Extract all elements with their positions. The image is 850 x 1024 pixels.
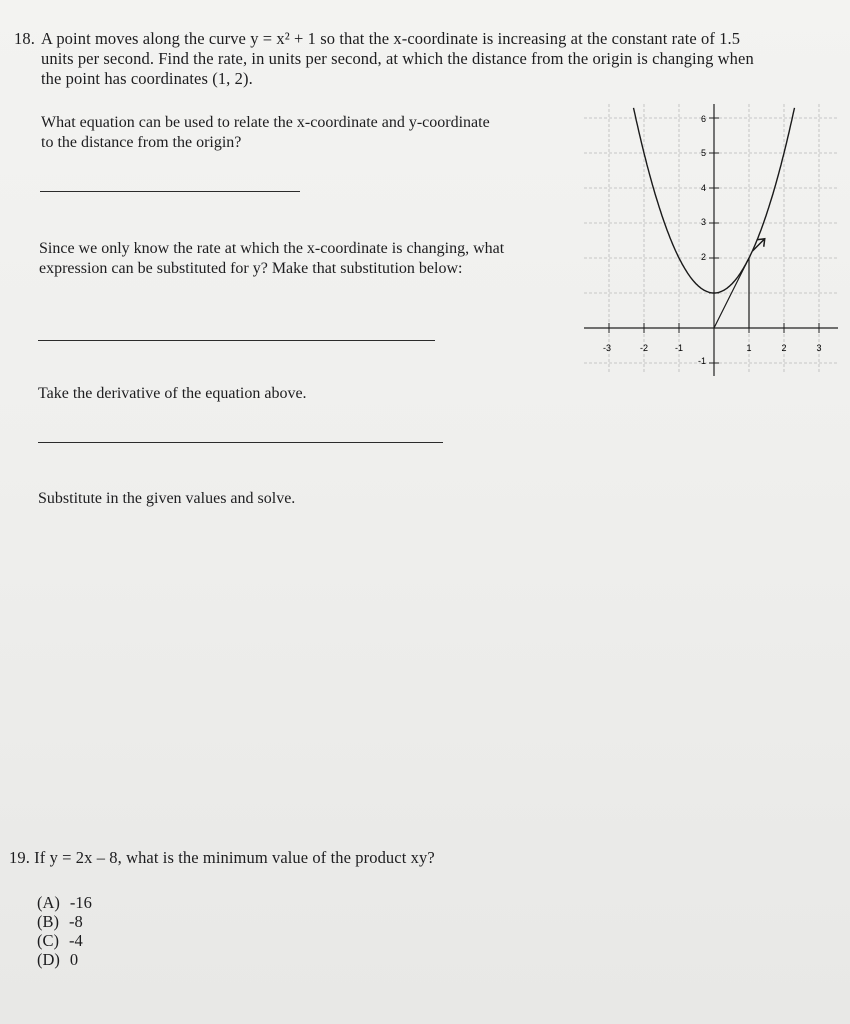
x-tick-label: -3 xyxy=(602,343,612,353)
x-tick-label: 2 xyxy=(781,343,787,353)
q18-line-2: units per second. Find the rate, in units per second, at which the distance from the origin is changing when xyxy=(41,49,754,68)
x-tick-label: 3 xyxy=(816,343,822,353)
prompt-substitute-y xyxy=(39,239,584,279)
answer-line-1[interactable] xyxy=(40,191,300,192)
choice-value: -16 xyxy=(69,893,92,912)
y-tick-label: 4 xyxy=(700,183,706,193)
prompt-2-line-1: Since we only know the rate at which the x-coordinate is changing, what xyxy=(39,240,505,257)
choice-label: (B) xyxy=(37,912,59,931)
answer-line-2[interactable] xyxy=(38,340,435,341)
prompt-substitute-solve: Substitute in the given values and solve. xyxy=(38,490,296,507)
prompt-1-line-1: What equation can be used to relate the x-coordinate and y-coordinate xyxy=(41,114,490,131)
y-tick-label: 6 xyxy=(700,114,706,124)
choice-value: -8 xyxy=(69,912,83,931)
y-tick-label: 5 xyxy=(700,148,706,158)
q18-number: 18. xyxy=(14,29,35,48)
q18-line-3: the point has coordinates (1, 2). xyxy=(41,69,253,88)
q19-choices xyxy=(37,893,92,969)
x-tick-label: -2 xyxy=(639,343,649,353)
x-tick-label: -1 xyxy=(674,343,684,353)
prompt-1-line-2: to the distance from the origin? xyxy=(41,134,242,151)
y-tick-label: 2 xyxy=(700,252,706,262)
prompt-2-line-2: expression can be substituted for y? Make that substitution below: xyxy=(39,260,463,277)
choice-value: 0 xyxy=(69,950,79,969)
choice-a[interactable] xyxy=(37,893,92,912)
q19-statement: 19. If y = 2x – 8, what is the minimum value of the product xy? xyxy=(9,848,435,867)
parabola-graph xyxy=(582,100,840,380)
choice-value: -4 xyxy=(69,931,83,950)
prompt-take-derivative: Take the derivative of the equation above. xyxy=(38,385,307,402)
x-tick-label: 1 xyxy=(746,343,752,353)
answer-line-3[interactable] xyxy=(38,442,443,443)
graph-grid xyxy=(584,104,838,372)
q18-statement xyxy=(14,29,814,89)
choice-b[interactable] xyxy=(37,912,92,931)
choice-label: (D) xyxy=(37,950,60,969)
choice-d[interactable] xyxy=(37,950,92,969)
y-tick-label: 3 xyxy=(700,217,706,227)
y-tick-label: -1 xyxy=(697,356,706,366)
q18-line-1: A point moves along the curve y = x² + 1 so that the x-coordinate is increasing at the constant rate of 1.5 xyxy=(41,29,741,48)
choice-label: (C) xyxy=(37,931,59,950)
prompt-relate-equation xyxy=(41,113,581,153)
choice-label: (A) xyxy=(37,893,60,912)
choice-c[interactable] xyxy=(37,931,92,950)
